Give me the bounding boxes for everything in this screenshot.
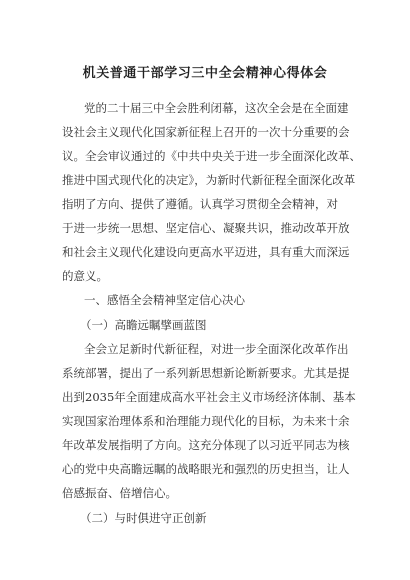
body-line: 年改革发展指明了方向。这充分体现了以习近平同志为核: [62, 438, 350, 452]
section-heading: 一、感悟全会精神坚定信心决心: [84, 293, 245, 307]
body-line: 系统部署，提出了一系列新思想新论断新要求。尤其是提: [62, 366, 350, 380]
body-line: 出到2035年全面建成高水平社会主义市场经济体制、基本: [62, 390, 356, 404]
intro-line: 和社会主义现代化建设向更高水平迈进，具有重大而深远: [62, 245, 350, 259]
body-line: 实现国家治理体系和治理能力现代化的目标，为未来十余: [62, 414, 350, 428]
intro-line: 推进中国式现代化的决定》，为新时代新征程全面深化改革: [62, 173, 356, 187]
subsection-heading: （一）高瞻远瞩擘画蓝图: [80, 318, 207, 332]
body-line: 全会立足新时代新征程，对进一步全面深化改革作出: [84, 342, 349, 356]
intro-line: 党的二十届三中全会胜利闭幕，这次全会是在全面建: [84, 101, 349, 115]
document-title: 机关普通干部学习三中全会精神心得体会: [82, 66, 328, 81]
intro-line: 议。全会审议通过的《中共中央关于进一步全面深化改革、: [62, 149, 361, 163]
body-line: 倍感振奋、倍增信心。: [62, 486, 177, 500]
body-line: 心的党中央高瞻远瞩的战略眼光和强烈的历史担当，让人: [62, 462, 350, 476]
subsection-heading: （二）与时俱进守正创新: [80, 511, 207, 525]
intro-line: 指明了方向、提供了遵循。认真学习贯彻全会精神，对: [62, 197, 338, 211]
intro-line: 设社会主义现代化国家新征程上召开的一次十分重要的会: [62, 125, 350, 139]
intro-line: 于进一步统一思想、坚定信心、凝聚共识，推动改革开放: [62, 221, 350, 235]
intro-line: 的意义。: [62, 269, 108, 283]
